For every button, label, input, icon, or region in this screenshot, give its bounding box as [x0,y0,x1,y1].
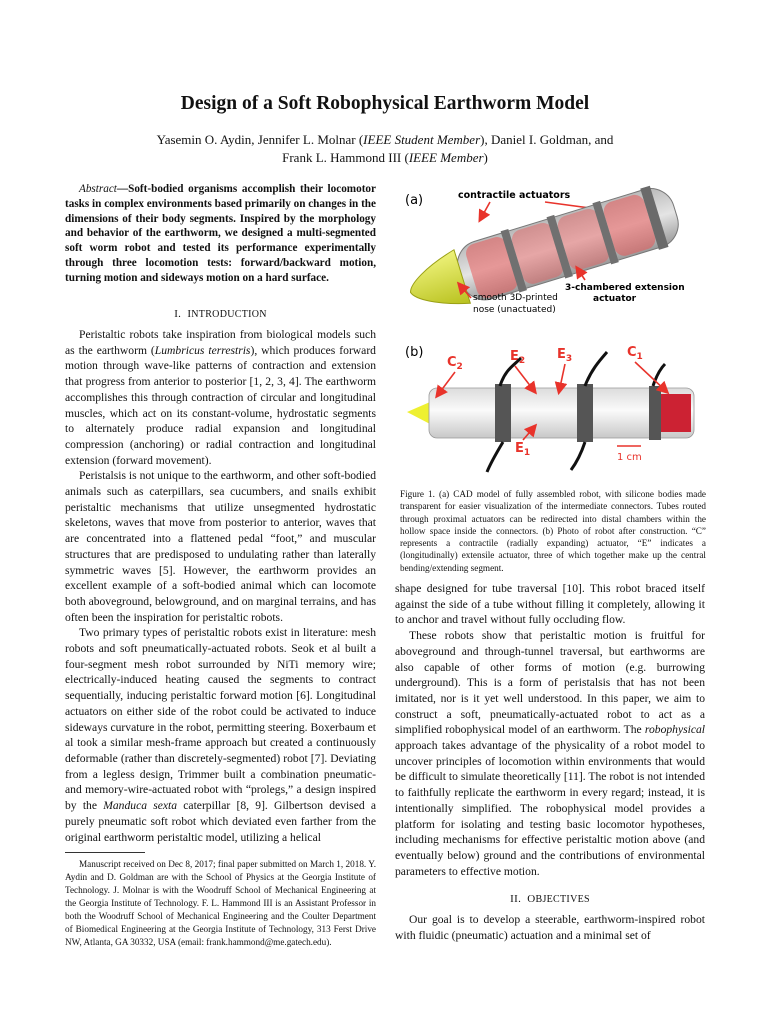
connector [649,386,661,440]
nose-label: nose (unactuated) [473,305,556,315]
introduction-body [65,327,376,845]
red-band [661,394,691,432]
member-tag: IEEE Member [408,150,484,165]
nose-label: smooth 3D-printed [473,293,558,303]
body-text: approach takes advantage of the physicality of a robot model to uncover principles of locomotion within environments that would be difficult to simulate theoretically [11]. The robot is not intended to faithfully replicate the earthworm in every regard; instead, it is intentionally simplified. The robophysical model provides a platform for isolating and testing basic locomotor hypotheses, including mechanisms for effective peristaltic motion above (and eventually below) ground and the contributions of environmental parameters to effective motion. [395,739,705,878]
footnote [65,858,376,949]
intro-text: caterpillar [8, 9]. Gilbertson devised a purely pneumatic soft robot which deviated even farther from the original earthworm peristaltic model, utilizing a helical [65,799,377,844]
connector [577,384,593,442]
paper-title: Design of a Soft Robophysical Earthworm Model [180,93,590,114]
species-name: Lumbricus terrestris [154,343,251,357]
author-list [60,131,710,167]
species-name: Manduca sexta [103,799,178,813]
panel-b-label: (b) [405,345,424,360]
callout-arrow [480,202,490,220]
intro-text: Two primary types of peristaltic robots exist in literature: mesh robots and soft pneumatically-actuated robots. Seok et al built a four-segment mesh robot surrounded by NiTi memory wire; electrically-induced heating caused the segments to contract sequentially, inducing peristaltic forward motion [6]. Longitudinal actuators on either side of the robot could be activated to induce sideways curvature in the robot, permitting steering. Boxerbaum et al took a similar mesh-frame approach but created a continuously deformable (rather than discretely-segmented) robot [7]. Deviating from a legless design, Trimmer built a combination pneumatic- and memory-wire-actuated robot with “prolegs,” a design inspired by the [65,626,376,813]
authors-text: ), Daniel I. Goldman, and [480,132,614,147]
abstract-text: —Soft-bodied organisms accomplish their locomotor tasks in complex environments based primarily on changes in the dimensions of their body segments. Inspired by the morphology and behavior of the earthworm, we designed a multi-segmented soft worm robot and tested its performance experimentally through three locomotion tests: forward/backward motion, turning motion and sideways motion on a hard surface. [65,183,376,284]
body-text: These robots show that peristaltic motion is fruitful for aboveground and through-tunnel traversal, but earthworms are also capable of other forms of motion (e.g. burrowing underground). This is a form of peristalsis that has not been imitated, nor is it yet well understood. In this paper, we aim to construct a soft, pneumatically-actuated robot to act as a simplified robophysical model of an earthworm. The [395,629,705,737]
c2-label: $C_2$ [447,355,463,372]
footnote-text: Manuscript received on Dec 8, 2017; final paper submitted on March 1, 2018. Y. Aydin and D. Goldman are with the School of Physics at the Georgia Institute of Technology. J. Molnar is with the Woodruff School of Mechanical Engineering at the Georgia Institute of Technology. F. L. Hammond III is an Assistant Professor in both the Woodruff School of Mechanical Engineering and the Coulter Department of Biomedical Engineering at the Georgia Institute of Technology, 313 Ferst Drive NW, Atlanta, GA 30332, USA (email: frank.hammond@me.gatech.edu). [65,859,376,947]
figure-caption-text: Figure 1. (a) CAD model of fully assembled robot, with silicone bodies made transparent for easier visualization of the intermediate connectors. Tubes routed through proximal actuators can be redirected into distal chambers within the hollow space inside the connectors. (b) Photo of robot after construction. “C” represents a contractile (radially expanding) actuator, “E” indicates a (longitudinally) extensile actuator, three of which together make up the central bending/extending segment. [400,489,706,573]
right-column-body [395,581,705,879]
section-title-cap: O [527,893,536,905]
e2-label: $E_2$ [510,349,526,366]
section-title-rest: BJECTIVES [535,894,590,905]
authors-text: Frank L. Hammond III ( [282,150,409,165]
figure-1 [395,180,715,480]
member-tag: IEEE Student Member [363,132,481,147]
intro-text: Peristaltic robots take inspiration from biological models such as the earthworm ( [65,328,376,357]
authors-text: ) [483,150,488,165]
footnote-rule [65,852,145,853]
contractile-label: contractile actuators [458,190,571,201]
body-paragraph [395,628,705,879]
section-title-rest: NTRODUCTION [191,309,267,320]
authors-text: Yasemin O. Aydin, Jennifer L. Molnar ( [156,132,364,147]
section-title-cap: I [187,308,192,320]
objectives-body [395,912,705,943]
c1-label: $C_1$ [627,345,643,362]
intro-text: ), which produces forward motion through wave-like patterns of contraction and extension that progress from anterior to posterior [1, 2, 3, 4]. The earthworm accomplishes this through contraction of circular and longitudinal muscles, which act on its constant-volume, hydrostatic segments to alternately produce radial expansion and longitudinal compression (anchoring) or radial contraction and longitudinal extension (forward movement). [65,343,376,467]
panel-a-label: (a) [405,193,424,208]
connector [495,384,511,442]
section-heading-objectives [395,893,705,905]
body-paragraph: Our goal is to develop a steerable, earthworm-inspired robot with fluidic (pneumatic) actuation and a minimal set of [395,913,705,942]
extension-label: actuator [593,294,637,304]
e3-label: $E_3$ [557,347,573,364]
robot-nose-photo [407,402,430,424]
abstract [65,182,376,286]
figure-1-graphic [395,180,715,480]
e1-label: $E_1$ [515,441,531,458]
figure-caption [400,488,706,574]
section-numeral: I. [174,308,182,320]
body-paragraph: shape designed for tube traversal [10]. This robot braced itself against the side of a tube without filling it completely, allowing it to anchor and travel without fully occluding flow. [395,582,705,627]
intro-paragraph: Peristalsis is not unique to the earthworm, and other soft-bodied animals such as caterpillars, sea cucumbers, and snails exhibit peristaltic mechanisms that utilize unsegmented hydrostatic skeletons, waves that move from posterior to anterior, waves that are concentrated into a flattened pedal “foot,” and muscular structures that are predisposed to undulating rather than laterally symmetric waves [5]. However, the earthworm provides an excellent example of a soft-bodied animal which can locomote both aboveground, belowground, and on marginal terrains, and has often been the inspiration for peristaltic robots. [65,469,376,624]
extension-label: 3-chambered extension [565,283,685,293]
intro-paragraph [65,625,376,845]
robot-photo [407,352,694,472]
italic-term: robophysical [644,723,705,737]
scale-label: 1 cm [617,452,642,463]
section-heading-introduction [65,308,376,320]
section-numeral: II. [510,893,522,905]
intro-paragraph [65,327,376,468]
abstract-label: Abstract [79,183,117,195]
